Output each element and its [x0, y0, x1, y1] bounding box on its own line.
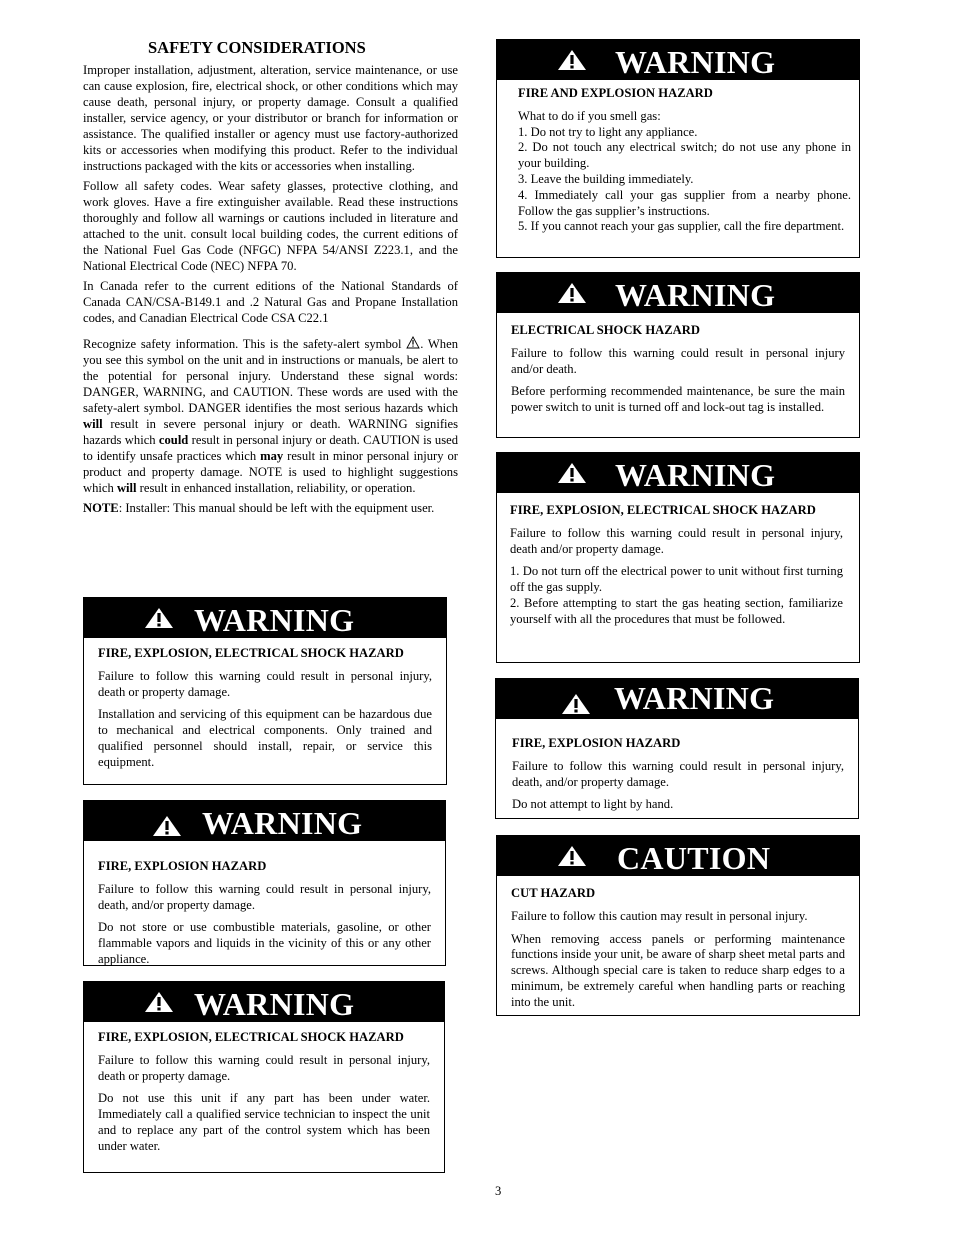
- intro-text: [83, 62, 458, 520]
- safety-alert-triangle-icon: [557, 845, 587, 867]
- warning-header: WARNING: [496, 679, 858, 719]
- intro-paragraph-3: In Canada refer to the current editions of the National Standards of Canada CAN/CSA-B149.1 and .2 Natural Gas and Propane Installation codes, and Canadian Electrical Code CSA C22.1: [83, 279, 458, 325]
- hazard-title: FIRE, EXPLOSION HAZARD: [512, 736, 681, 750]
- hazard-title: FIRE, EXPLOSION, ELECTRICAL SHOCK HAZARD: [98, 1030, 404, 1044]
- note-label: NOTE: [83, 501, 119, 515]
- note-paragraph: NOTE: Installer: This manual should be left with the equipment user.: [83, 501, 435, 515]
- safety-alert-triangle-icon: [144, 991, 174, 1013]
- warning-header: WARNING: [84, 598, 446, 638]
- warning-box-shock-hazard-3: WARNING FIRE, EXPLOSION, ELECTRICAL SHOCK HAZARD Failure to follow this warning could result in personal injury, death and/or property damage. 1. Do not turn off the electrical power to unit without first turning off the gas supply. 2. Before attempting to start the gas heating section, familiarize yourself with all the procedures that must be followed.: [496, 452, 860, 663]
- intro-paragraph-2: Follow all safety codes. Wear safety glasses, protective clothing, and work gloves. Have a fire extinguisher available. Read these instructions thoroughly and follow all warnings or cautions included in literature and attached to the unit. consult local building codes, the current editions of the National Fuel Gas Code (NFGC) NFPA 54/ANSI Z223.1, and the National Electrical Code (NEC) NFPA 70.: [83, 179, 458, 273]
- hazard-title: FIRE, EXPLOSION, ELECTRICAL SHOCK HAZARD: [510, 503, 816, 517]
- hazard-title: ELECTRICAL SHOCK HAZARD: [511, 323, 700, 337]
- list-item: 3. Leave the building immediately.: [518, 171, 694, 186]
- safety-alert-triangle-icon: [561, 693, 591, 715]
- page-number: 3: [495, 1184, 502, 1198]
- warning-box-gas-smell: WARNING FIRE AND EXPLOSION HAZARD What to do if you smell gas: 1. Do not try to light any appliance. 2. Do not touch any electrical switch; do not use any phone in your building. 3. Leave the building immediately. 4. Immediately call your gas supplier from a nearby phone. Follow the gas supplier’s instructions. 5. If you cannot reach your gas supplier, call the fire department.: [496, 39, 860, 258]
- warning-box-shock-hazard-1: WARNING FIRE, EXPLOSION, ELECTRICAL SHOCK HAZARD Failure to follow this warning could result in personal injury, death or property damage. Installation and servicing of this equipment can be hazardous due to mechanical and electrical components. Only trained and qualified personnel should install, repair, or service this equipment.: [83, 597, 447, 785]
- warning-box-fire-hazard-1: WARNING FIRE, EXPLOSION HAZARD Failure to follow this warning could result in personal injury, death, and/or property damage. Do not store or use combustible materials, gasoline, or other flammable vapors and liquids in the vicinity of this or any other appliance.: [83, 800, 446, 966]
- warning-box-electrical-shock: WARNING ELECTRICAL SHOCK HAZARD Failure to follow this warning could result in personal injury and/or death. Before performing recommended maintenance, be sure the main power switch to unit is turned off and lock-out tag is installed.: [496, 272, 860, 438]
- hazard-title: CUT HAZARD: [511, 886, 596, 900]
- intro-paragraph-1: Improper installation, adjustment, alteration, service maintenance, or use can cause explosion, fire, electrical shock, or other conditions which may cause death, personal injury, or property damage. Consult a qualified installer, service agency, or your distributor or branch for information or assistance. The qualified installer or agency must use factory-authorized kits or accessories when modifying this product. Refer to the individual instructions packaged with the kits or accessories when installing.: [83, 63, 458, 173]
- list-item: 1. Do not turn off the electrical power to unit without first turning off the gas supply.: [510, 564, 843, 595]
- warning-header: WARNING: [84, 801, 445, 841]
- list-item: 1. Do not try to light any appliance.: [518, 124, 698, 139]
- safety-alert-triangle-icon: [557, 462, 587, 484]
- warning-header: WARNING: [497, 273, 859, 313]
- hazard-title: FIRE, EXPLOSION HAZARD: [98, 859, 267, 873]
- warning-box-fire-hazard-2: WARNING FIRE, EXPLOSION HAZARD Failure to follow this warning could result in personal injury, death, and/or property damage. Do not attempt to light by hand.: [495, 678, 859, 819]
- list-item: 2. Do not touch any electrical switch; do not use any phone in your building.: [518, 140, 851, 171]
- section-title: SAFETY CONSIDERATIONS: [148, 38, 366, 57]
- safety-alert-triangle-icon: [152, 815, 182, 837]
- safety-alert-triangle-icon: [144, 607, 174, 629]
- caution-box-cut-hazard: CAUTION CUT HAZARD Failure to follow this caution may result in personal injury. When removing access panels or performing maintenance functions inside your unit, be aware of sharp sheet metal parts and screws. Although special care is taken to reduce sharp edges to a minimum, be extremely careful when handling parts or reaching into the unit.: [496, 835, 860, 1016]
- list-item: 2. Before attempting to start the gas heating section, familiarize yourself with all the procedures that must be followed.: [510, 595, 843, 626]
- safety-alert-triangle-icon: [557, 49, 587, 71]
- safety-alert-triangle-icon: [557, 282, 587, 304]
- warning-box-shock-hazard-2: WARNING FIRE, EXPLOSION, ELECTRICAL SHOCK HAZARD Failure to follow this warning could result in personal injury, death or property damage. Do not use this unit if any part has been under water. Immediately call a qualified service technician to inspect the unit and to replace any part of the control system which has been under water.: [83, 981, 445, 1173]
- list-item: 4. Immediately call your gas supplier from a nearby phone. Follow the gas supplier’s instructions.: [518, 187, 851, 218]
- warning-header: WARNING: [84, 982, 444, 1022]
- intro-paragraph-4: Recognize safety information. This is the safety-alert symbol . When you see this symbol on the unit and in instructions or manuals, be alert to the potential for personal injury. Understand these signal words: DANGER, WARNING, and CAUTION. These words are used with the safety-alert symbol. DANGER identifies the most serious hazards which will result in severe personal injury or death. WARNING signifies hazards which could result in personal injury or death. CAUTION is used to identify unsafe practices which may result in minor personal injury or product and property damage. NOTE is used to highlight suggestions which will result in enhanced installation, reliability, or operation.: [83, 337, 458, 495]
- list-item: 5. If you cannot reach your gas supplier, call the fire department.: [518, 219, 845, 234]
- safety-alert-symbol-icon: [406, 336, 420, 349]
- caution-header: CAUTION: [497, 836, 859, 876]
- hazard-title: FIRE AND EXPLOSION HAZARD: [518, 86, 713, 100]
- warning-header: WARNING: [497, 453, 859, 493]
- warning-header: WARNING: [497, 40, 859, 80]
- hazard-title: FIRE, EXPLOSION, ELECTRICAL SHOCK HAZARD: [98, 646, 404, 660]
